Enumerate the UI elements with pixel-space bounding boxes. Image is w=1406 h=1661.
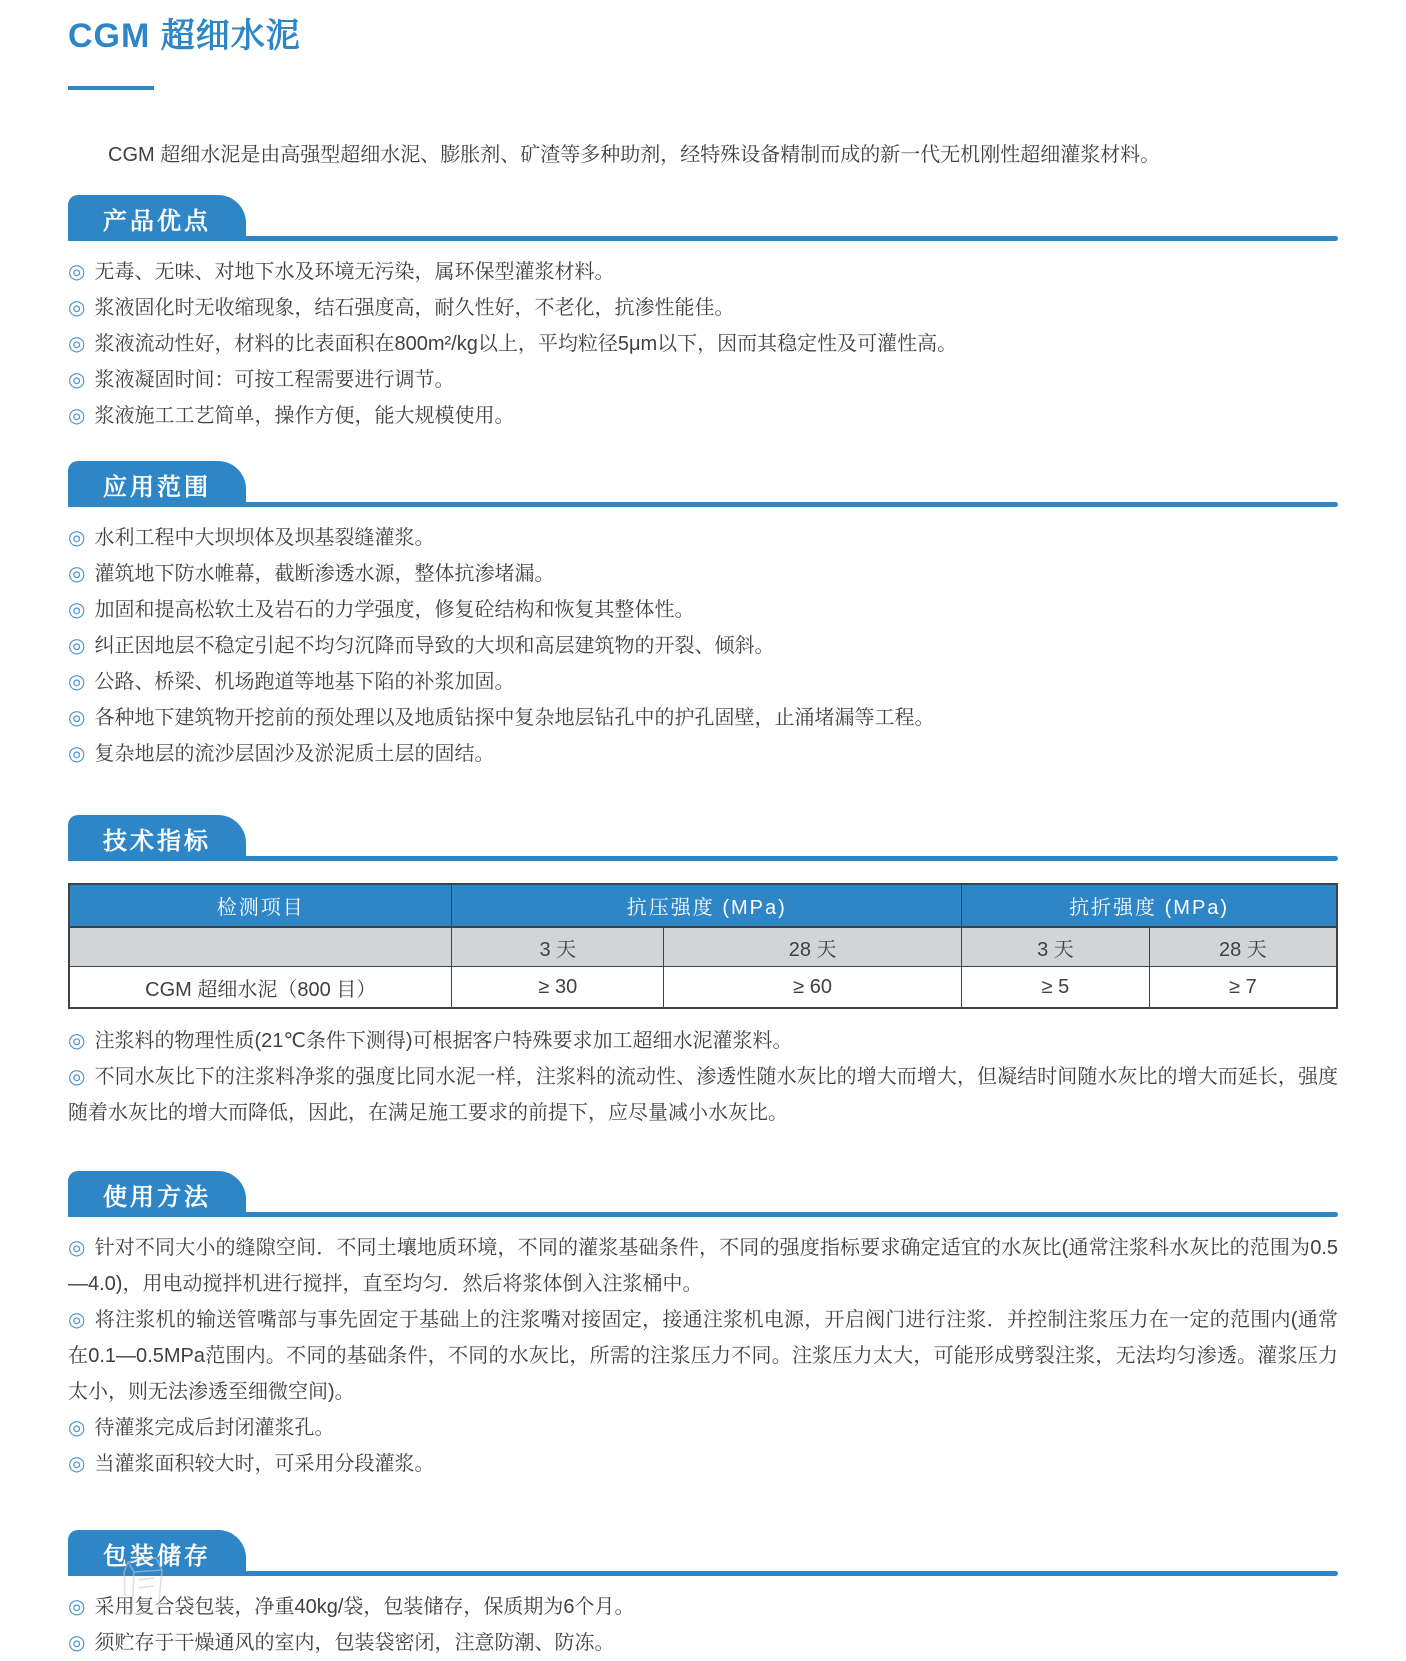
section-header-applications [68,461,1338,507]
section-tab-specs [68,815,246,861]
list-item-text: 复杂地层的流沙层固沙及淤泥质土层的固结。 [94,743,495,765]
title-underline [68,86,154,90]
list-item-text: 加固和提高松软土及岩石的力学强度，修复砼结构和恢复其整体性。 [94,599,695,621]
list-item-text: 采用复合袋包装，净重40kg/袋，包装储存，保质期为6个月。 [94,1596,635,1618]
section-tab-usage [68,1171,246,1217]
section-rule [68,236,1338,241]
bullseye-bullet-icon: ◎ [68,635,86,657]
list-item-text: 注浆料的物理性质(21℃条件下测得)可根据客户特殊要求加工超细水泥灌浆料。 [94,1030,793,1052]
specs-notes-list [68,1023,1338,1131]
bullseye-bullet-icon: ◎ [68,563,86,585]
section-title-specs: 技术指标 [103,827,211,855]
list-item-text: 纠正因地层不稳定引起不均匀沉降而导致的大坝和高层建筑物的开裂、倾斜。 [94,635,775,657]
table-subheader-empty [69,927,452,967]
table-subheader-28d: 28 天 [664,927,962,967]
section-title-advantages: 产品优点 [103,207,211,235]
bullseye-bullet-icon: ◎ [68,1237,86,1259]
list-item-text: 当灌浆面积较大时，可采用分段灌浆。 [94,1453,435,1475]
table-header-flexural: 抗折强度 (MPa) [962,884,1337,927]
list-item-text: 浆液固化时无收缩现象，结石强度高，耐久性好，不老化，抗渗性能佳。 [94,297,735,319]
cement-bag-watermark-image [98,1556,188,1614]
list-item-text: 公路、桥梁、机场跑道等地基下陷的补浆加固。 [94,671,515,693]
list-item [68,1230,1338,1302]
table-header-item-col: 检测项目 [69,884,452,927]
bullseye-bullet-icon: ◎ [68,1632,86,1654]
bullseye-bullet-icon: ◎ [68,599,86,621]
table-cell-value: ≥ 7 [1149,967,1337,1009]
list-item [68,556,1338,592]
section-header-usage [68,1171,1338,1217]
list-item-text: 浆液施工工艺简单，操作方便，能大规模使用。 [94,405,515,427]
list-item-text: 各种地下建筑物开挖前的预处理以及地质钻探中复杂地层钻孔中的护孔固壁，止涌堵漏等工程。 [94,707,935,729]
section-header-specs [68,815,1338,861]
list-item [68,1059,1338,1131]
section-header-advantages [68,195,1338,241]
list-item [68,736,1338,772]
page-title: CGM 超细水泥 [68,17,301,55]
table-cell-value: ≥ 60 [664,967,962,1009]
bullseye-bullet-icon: ◎ [68,527,86,549]
list-item [68,1410,1338,1446]
list-item [68,1302,1338,1410]
table-subheader-3d: 3 天 [962,927,1150,967]
list-item-text: 灌筑地下防水帷幕，截断渗透水源，整体抗渗堵漏。 [94,563,555,585]
list-item [68,592,1338,628]
list-item-text: 水利工程中大坝坝体及坝基裂缝灌浆。 [94,527,435,549]
usage-list [68,1230,1338,1482]
specs-table [68,883,1338,1009]
table-header-compressive: 抗压强度 (MPa) [452,884,962,927]
section-rule [68,856,1338,861]
list-item-text: 针对不同大小的缝隙空间．不同土壤地质环境，不同的灌浆基础条件，不同的强度指标要求确定适宜的水灰比(通常注浆科水灰比的范围为0.5—4.0)，用电动搅拌机进行搅拌，直至均匀．然后将浆体倒入注浆桶中。 [68,1237,1339,1295]
list-item [68,1023,1338,1059]
list-item-text: 不同水灰比下的注浆料净浆的强度比同水泥一样，注浆料的流动性、渗透性随水灰比的增大而增大，但凝结时间随水灰比的增大而延长，强度随着水灰比的增大而降低，因此，在满足施工要求的前提下，应尽量减小水灰比。 [68,1066,1339,1124]
list-item [68,1446,1338,1482]
document-page [0,14,1406,1661]
bullseye-bullet-icon: ◎ [68,1066,86,1088]
list-item [68,290,1338,326]
applications-list [68,520,1338,772]
bullseye-bullet-icon: ◎ [68,1309,86,1331]
list-item [68,398,1338,434]
bullseye-bullet-icon: ◎ [68,1453,86,1475]
list-item [68,326,1338,362]
section-tab-applications [68,461,246,507]
list-item-text: 浆液凝固时间：可按工程需要进行调节。 [94,369,455,391]
table-cell-product: CGM 超细水泥（800 目） [69,967,452,1009]
bullseye-bullet-icon: ◎ [68,261,86,283]
list-item [68,700,1338,736]
table-subheader-row [69,927,1337,967]
bullseye-bullet-icon: ◎ [68,671,86,693]
section-title-storage: 包装储存 [103,1542,211,1570]
bullseye-bullet-icon: ◎ [68,1596,86,1618]
list-item-text: 浆液流动性好，材料的比表面积在800m²/kg以上，平均粒径5μm以下，因而其稳定性及可灌性高。 [94,333,958,355]
intro-paragraph: CGM 超细水泥是由高强型超细水泥、膨胀剂、矿渣等多种助剂，经特殊设备精制而成的新一代无机刚性超细灌浆材料。 [108,144,1161,166]
table-header-row [69,884,1337,927]
list-item [68,362,1338,398]
section-header-storage [68,1530,1338,1576]
advantages-list [68,254,1338,434]
section-title-applications: 应用范围 [103,473,211,501]
section-title-usage: 使用方法 [103,1183,211,1211]
list-item-text: 待灌浆完成后封闭灌浆孔。 [94,1417,335,1439]
table-cell-value: ≥ 30 [452,967,664,1009]
list-item-text: 将注浆机的输送管嘴部与事先固定于基础上的注浆嘴对接固定，接通注浆机电源，开启阀门进行注浆．并控制注浆压力在一定的范围内(通常在0.1—0.5MPa范围内。不同的基础条件，不同的水灰比，所需的注浆压力不同。注浆压力太大，可能形成劈裂注浆，无法均匀渗透。灌浆压力太小，则无法渗透至细微空间)。 [68,1309,1338,1403]
table-subheader-28d: 28 天 [1149,927,1337,967]
section-rule [68,1571,1338,1576]
list-item [68,628,1338,664]
list-item [68,664,1338,700]
list-item [68,1625,1338,1661]
section-tab-advantages [68,195,246,241]
bullseye-bullet-icon: ◎ [68,333,86,355]
list-item [68,254,1338,290]
list-item [68,1589,1338,1625]
bullseye-bullet-icon: ◎ [68,707,86,729]
table-subheader-3d: 3 天 [452,927,664,967]
bullseye-bullet-icon: ◎ [68,369,86,391]
bullseye-bullet-icon: ◎ [68,405,86,427]
section-rule [68,1212,1338,1217]
list-item [68,520,1338,556]
bullseye-bullet-icon: ◎ [68,1417,86,1439]
table-row [69,967,1337,1009]
table-cell-value: ≥ 5 [962,967,1150,1009]
list-item-text: 无毒、无味、对地下水及环境无污染，属环保型灌浆材料。 [94,261,615,283]
bullseye-bullet-icon: ◎ [68,743,86,765]
bullseye-bullet-icon: ◎ [68,297,86,319]
bullseye-bullet-icon: ◎ [68,1030,86,1052]
list-item-text: 须贮存于干燥通风的室内，包装袋密闭，注意防潮、防冻。 [94,1632,615,1654]
section-rule [68,502,1338,507]
